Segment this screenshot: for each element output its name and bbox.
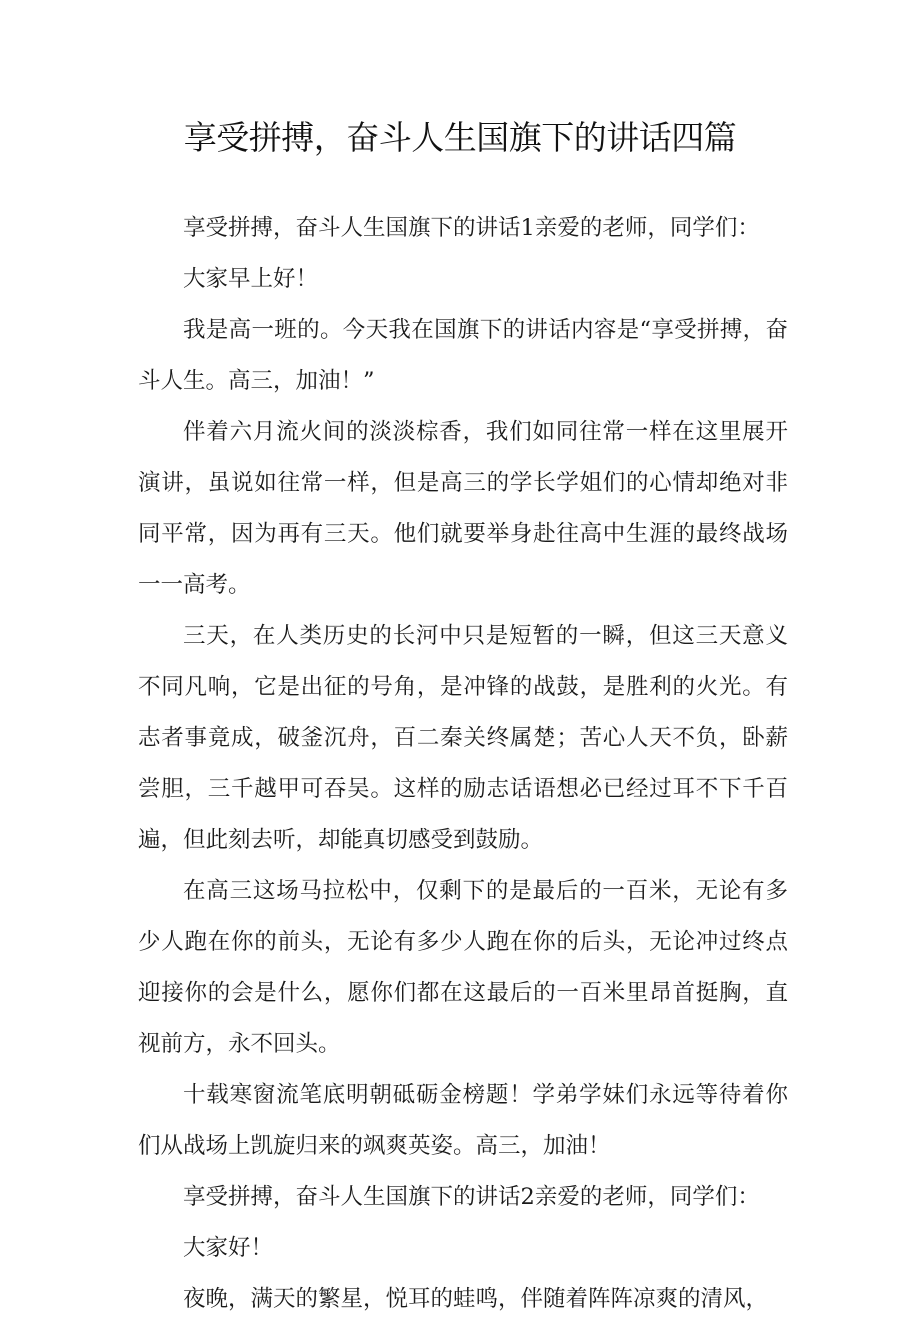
paragraph: 在高三这场马拉松中，仅剩下的是最后的一百米，无论有多少人跑在你的前头，无论有多少人跑在你的后头，无论冲过终点迎接你的会是什么，愿你们都在这最后的一百米里昂首挺胸，直视前方，永不回头。 (138, 878, 788, 1057)
paragraph: 十载寒窗流笔底明朝砥砺金榜题！学弟学妹们永远等待着你们从战场上凯旋归来的飒爽英姿。高三，加油！ (138, 1082, 788, 1159)
paragraph: 三天，在人类历史的长河中只是短暂的一瞬，但这三天意义不同凡响，它是出征的号角，是冲锋的战鼓，是胜利的火光。有志者事竟成，破釜沉舟，百二秦关终属楚；苦心人天不负，卧薪尝胆，三千越甲可吞吴。这样的励志话语想必已经过耳不下千百遍，但此刻去听，却能真切感受到鼓励。 (138, 623, 788, 853)
document-title: 享受拼搏，奋斗人生国旗下的讲话四篇 (183, 118, 737, 157)
paragraph: 享受拼搏，奋斗人生国旗下的讲话2亲爱的老师，同学们： (183, 1184, 760, 1210)
paragraph: 大家早上好！ (183, 266, 319, 292)
paragraph: 夜晚，满天的繁星，悦耳的蛙鸣，伴随着阵阵凉爽的清风， (183, 1286, 769, 1312)
document-body (138, 203, 788, 1325)
paragraph: 大家好！ (183, 1235, 274, 1261)
paragraph: 我是高一班的。今天我在国旗下的讲话内容是“享受拼搏，奋斗人生。高三，加油！” (138, 317, 788, 394)
paragraph: 享受拼搏，奋斗人生国旗下的讲话1亲爱的老师，同学们： (183, 215, 760, 241)
paragraph: 伴着六月流火间的淡淡棕香，我们如同往常一样在这里展开演讲，虽说如往常一样，但是高三的学长学姐们的心情却绝对非同平常，因为再有三天。他们就要举身赴往高中生涯的最终战场一一高考。 (138, 419, 788, 598)
